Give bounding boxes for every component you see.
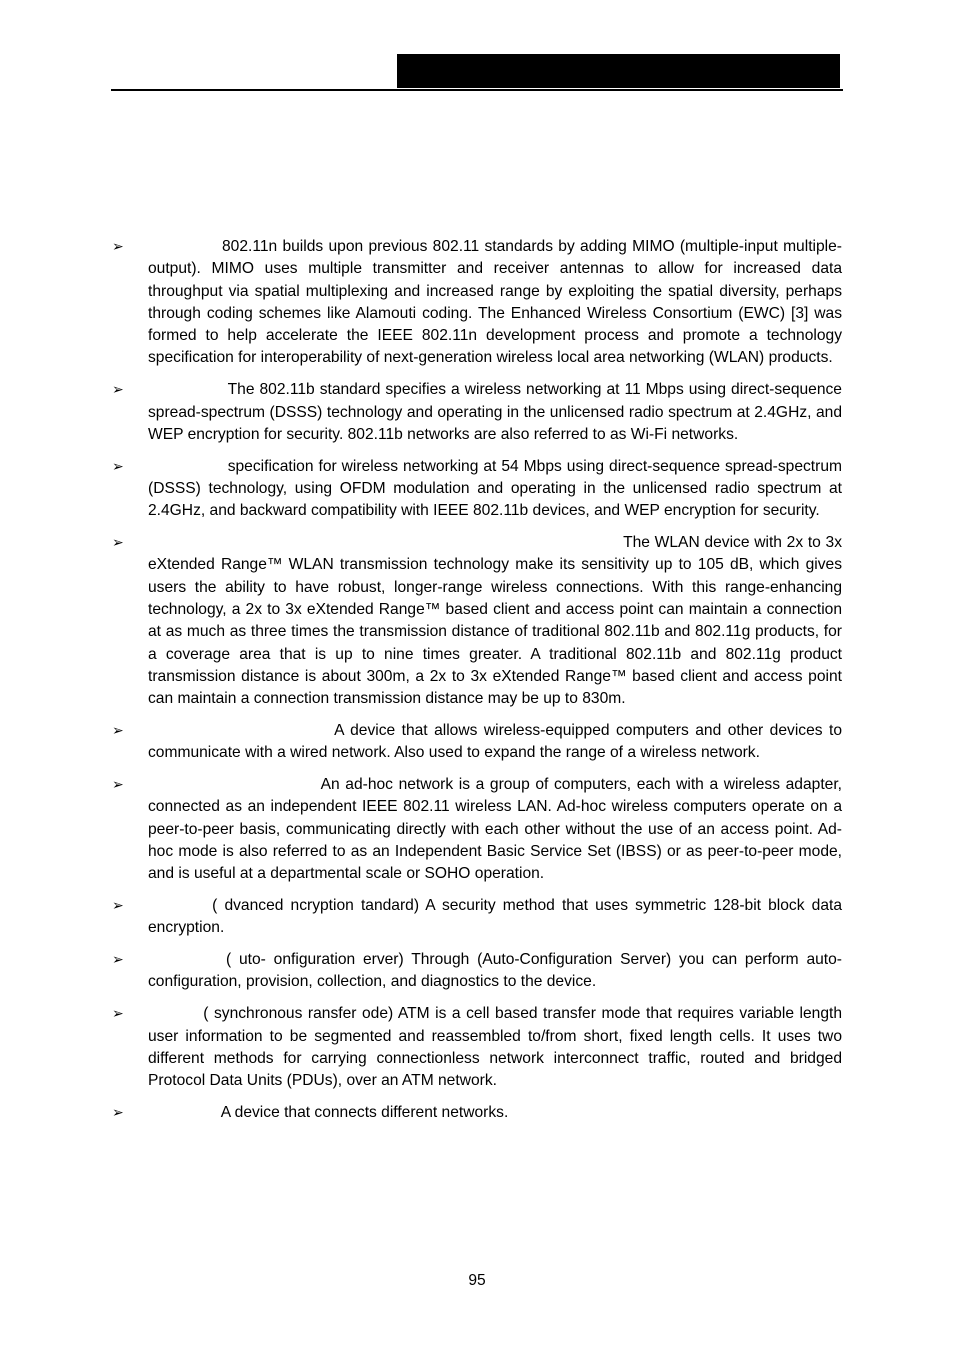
arrow-bullet-icon: ➢	[112, 1104, 124, 1121]
glossary-entry	[112, 720, 842, 765]
entry-text: The WLAN device with 2x to 3x eXtended Range™ WLAN transmission technology make its sensitivity up to 105 dB, which gives users the ability to have robust, longer-range wireless connections. With this range-enhancing technology, a 2x to 3x eXtended Range™ based client and access point can maintain a connection at as much as three times the transmission distance of traditional 802.11b and 802.11g products, for a coverage area that is up to nine times greater. A traditional 802.11b and 802.11g product transmission distance is about 300m, a 2x to 3x eXtended Range™ based client and access point can maintain a connection transmission distance may be up to 830m.	[148, 534, 843, 708]
entry-text: A device that allows wireless-equipped computers and other devices to communicate with a wired network. Also used to expand the range of a wireless network.	[148, 721, 843, 762]
arrow-bullet-icon: ➢	[112, 458, 124, 475]
glossary-entry	[112, 236, 842, 370]
glossary-entry	[112, 774, 842, 885]
page-number: 95	[468, 1272, 486, 1289]
term-placeholder	[148, 381, 228, 398]
header-rule	[111, 89, 843, 91]
entry-text: The 802.11b standard specifies a wireless networking at 11 Mbps using direct-sequence spread-spectrum (DSSS) technology and operating in the unlicensed radio spectrum at 2.4GHz, and WEP encryption for security. 802.11b networks are also referred to as Wi-Fi networks.	[148, 381, 842, 443]
term-placeholder	[148, 776, 321, 793]
term-placeholder	[148, 951, 226, 968]
glossary-entry	[112, 379, 842, 446]
arrow-bullet-icon: ➢	[112, 382, 124, 399]
term-placeholder	[148, 897, 212, 914]
entry-text: An ad-hoc network is a group of computers, each with a wireless adapter, connected as an independent IEEE 802.11 wireless LAN. Ad-hoc wireless computers operate on a peer-to-peer basis, communicating directly with each other without the use of an access point. Ad-hoc mode is also referred to as an Independent Basic Service Set (IBSS) or as peer-to-peer mode, and is useful at a departmental scale or SOHO operation.	[148, 776, 842, 883]
term-placeholder	[148, 1005, 203, 1022]
glossary-entry	[112, 949, 842, 994]
term-placeholder	[148, 458, 228, 475]
term-placeholder	[148, 238, 222, 255]
glossary-entry	[112, 532, 842, 710]
arrow-bullet-icon: ➢	[112, 952, 124, 969]
glossary-entry	[112, 1102, 842, 1124]
arrow-bullet-icon: ➢	[112, 535, 124, 552]
arrow-bullet-icon: ➢	[112, 239, 124, 255]
entry-text: ( synchronous ransfer ode) ATM is a cell based transfer mode that requires variable length user information to be segmented and reassembled to/from short, fixed length cells. It uses two different methods for carrying connectionless network interconnect traffic, routed and bridged Protocol Data Units (PDUs), over an ATM network.	[148, 1005, 842, 1090]
arrow-bullet-icon: ➢	[112, 898, 124, 915]
arrow-bullet-icon: ➢	[112, 722, 124, 739]
glossary-list	[112, 236, 842, 1134]
arrow-bullet-icon: ➢	[112, 777, 124, 794]
entry-text: A device that connects different networks.	[220, 1103, 509, 1121]
entry-text: 802.11n builds upon previous 802.11 standards by adding MIMO (multiple-input multiple-output). MIMO uses multiple transmitter and receiver antennas to allow for increased data throughput via spatial multiplexing and increased range by exploiting the spatial diversity, perhaps through coding schemes like Alamouti coding. The Enhanced Wireless Consortium (EWC) [3] was formed to help accelerate the IEEE 802.11n development process and promote a technology specification for interoperability of next-generation wireless local area networking (WLAN) products.	[148, 238, 842, 367]
term-placeholder	[148, 722, 334, 739]
header-title-bar	[397, 54, 840, 88]
arrow-bullet-icon: ➢	[112, 1006, 124, 1023]
glossary-entry	[112, 895, 842, 940]
entry-text: specification for wireless networking at 54 Mbps using direct-sequence spread-spectrum (DSSS) technology, using OFDM modulation and operating in the unlicensed radio spectrum at 2.4GHz, and backward compatibility with IEEE 802.11b devices, and WEP encryption for security.	[148, 457, 842, 520]
glossary-entry	[112, 1003, 842, 1092]
term-placeholder	[148, 534, 623, 551]
entry-text: ( uto- onfiguration erver) Through (Auto-Configuration Server) you can perform auto-configuration, provision, collection, and diagnostics to the device.	[148, 951, 842, 991]
entry-text: ( dvanced ncryption tandard) A security method that uses symmetric 128-bit block data encryption.	[148, 897, 842, 937]
term-placeholder	[148, 1104, 221, 1121]
glossary-entry	[112, 456, 842, 523]
